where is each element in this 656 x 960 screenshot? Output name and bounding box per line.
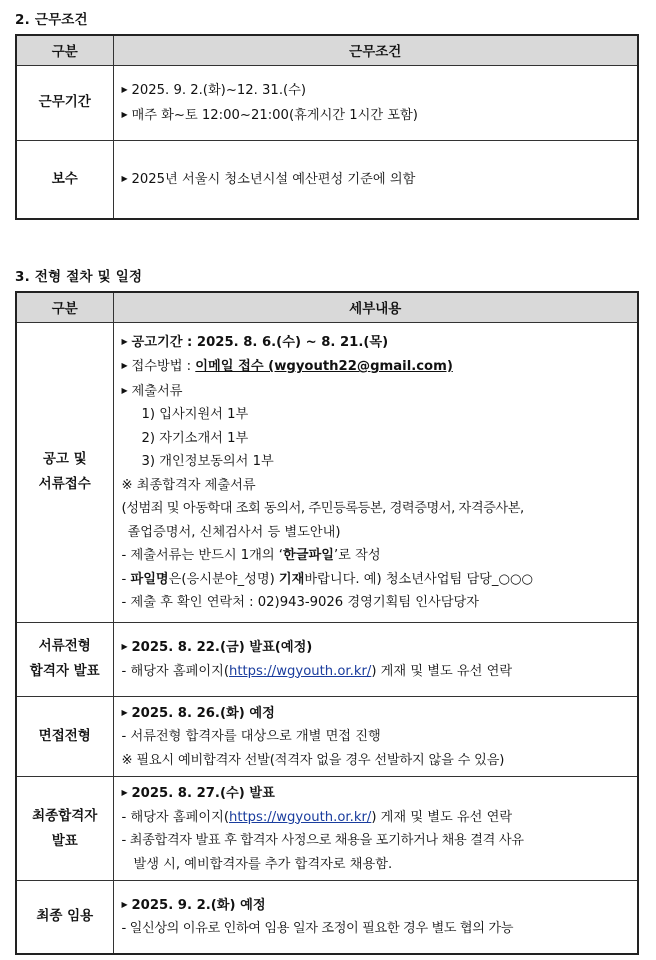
header-conditions: 근무조건 bbox=[113, 35, 638, 65]
header-category: 구분 bbox=[16, 35, 113, 65]
row-label-announcement bbox=[16, 322, 113, 622]
row-label-work-period: 근무기간 bbox=[16, 65, 113, 140]
work-period-dates: 2025. 9. 2.(화)~12. 31.(수) bbox=[131, 83, 307, 98]
row-label-document-results bbox=[16, 622, 113, 696]
triangle-right-icon: ▶ bbox=[121, 788, 128, 797]
triangle-right-icon: ▶ bbox=[121, 174, 128, 183]
note-text: 바랍니다. 예) 청소년사업팀 담당_○○○ bbox=[304, 571, 534, 587]
appointment-line: - 일신상의 이유로 인하여 임용 일자 조정이 필요한 경우 별도 협의 가능 bbox=[121, 921, 514, 937]
work-conditions-table bbox=[15, 34, 639, 220]
label-line: 공고 및 bbox=[42, 451, 87, 467]
row-label-pay: 보수 bbox=[16, 140, 113, 219]
note-hwp-file bbox=[122, 544, 630, 568]
final-results-date: 2025. 8. 27.(수) 발표 bbox=[131, 786, 275, 801]
note-text: ’로 작성 bbox=[333, 548, 381, 563]
document-results-content bbox=[113, 622, 638, 696]
table-row bbox=[16, 777, 638, 881]
work-period-content bbox=[113, 65, 638, 140]
triangle-right-icon: ▶ bbox=[121, 336, 128, 346]
document-results-date: 2025. 8. 22.(금) 발표(예정) bbox=[131, 640, 313, 655]
final-results-line: 발생 시, 예비합격자를 추가 합격자로 채용함. bbox=[133, 856, 393, 872]
triangle-right-icon: ▶ bbox=[121, 899, 128, 909]
note-text: ) 게재 및 별도 유선 연락 bbox=[371, 663, 513, 679]
homepage-link[interactable]: https://wgyouth.or.kr/ bbox=[228, 663, 372, 679]
interview-date: 2025. 8. 26.(화) 예정 bbox=[131, 705, 275, 721]
note-emphasis: 파일명 bbox=[130, 571, 169, 587]
triangle-right-icon: ▶ bbox=[121, 707, 128, 717]
announcement-period: 공고기간 : 2025. 8. 6.(수) ~ 8. 21.(목) bbox=[131, 334, 389, 350]
final-docs-title: ※ 최종합격자 제출서류 bbox=[121, 477, 256, 493]
note-text: ) 게재 및 별도 유선 연락 bbox=[371, 809, 513, 825]
label-line: 발표 bbox=[51, 832, 78, 849]
final-docs-line: (성범죄 및 아동학대 조회 동의서, 주민등록등본, 경력증명서, 자격증사본, bbox=[121, 501, 524, 516]
doc-item: 3) 개인정보동의서 1부 bbox=[141, 454, 274, 469]
doc-item: 1) 입사지원서 1부 bbox=[141, 407, 249, 422]
row-label-appointment: 최종 임용 bbox=[16, 881, 113, 954]
final-results-line: - 최종합격자 발표 후 합격자 사정으로 채용을 포기하거나 채용 결격 사유 bbox=[121, 833, 524, 848]
note-text: - 해당자 홈페이지( bbox=[121, 809, 229, 825]
triangle-right-icon: ▶ bbox=[121, 361, 128, 370]
note-filename bbox=[122, 568, 630, 592]
note-text: - 제출서류는 반드시 1개의 ‘ bbox=[121, 548, 283, 563]
note-text: - 해당자 홈페이지( bbox=[121, 663, 229, 679]
interview-content bbox=[113, 696, 638, 777]
header-details: 세부내용 bbox=[113, 292, 638, 322]
table-row bbox=[16, 881, 638, 954]
triangle-right-icon: ▶ bbox=[121, 109, 128, 119]
row-label-final-results bbox=[16, 777, 113, 881]
note-text: - bbox=[121, 571, 131, 587]
section-3-title: 3. 전형 절차 및 일정 bbox=[15, 269, 143, 285]
table-row bbox=[16, 622, 638, 696]
pay-text: 2025년 서울시 청소년시설 예산편성 기준에 의함 bbox=[131, 172, 416, 187]
appointment-date: 2025. 9. 2.(화) 예정 bbox=[131, 897, 266, 913]
pay-content bbox=[113, 140, 638, 219]
doc-item: 2) 자기소개서 1부 bbox=[141, 430, 249, 446]
table-row bbox=[16, 322, 638, 622]
header-category: 구분 bbox=[16, 292, 113, 322]
method-prefix: 접수방법 : bbox=[131, 359, 196, 374]
triangle-right-icon: ▶ bbox=[121, 85, 128, 94]
note-contact: - 제출 후 확인 연락처 : 02)943-9026 경영기획팀 인사담당자 bbox=[121, 595, 479, 610]
selection-schedule-table bbox=[15, 291, 639, 955]
triangle-right-icon: ▶ bbox=[121, 385, 128, 395]
table-row bbox=[16, 140, 638, 219]
announcement-content bbox=[113, 322, 638, 622]
label-line: 최종합격자 bbox=[32, 807, 98, 824]
final-docs-line: 졸업증명서, 신체검사서 등 별도안내) bbox=[127, 524, 341, 540]
row-label-interview: 면접전형 bbox=[16, 696, 113, 777]
interview-line: - 서류전형 합격자를 대상으로 개별 면접 진행 bbox=[121, 729, 381, 744]
label-line: 합격자 발표 bbox=[29, 663, 100, 679]
label-line: 서류전형 bbox=[38, 638, 91, 654]
note-emphasis: 기재 bbox=[278, 571, 305, 587]
triangle-right-icon: ▶ bbox=[121, 642, 128, 651]
docs-title: 제출서류 bbox=[131, 383, 183, 399]
label-line: 서류접수 bbox=[38, 476, 91, 492]
final-results-content bbox=[113, 777, 638, 881]
application-email[interactable]: 이메일 접수 (wgyouth22@gmail.com) bbox=[195, 359, 453, 374]
note-text: 은(응시분야_성명) bbox=[168, 571, 279, 587]
table-row bbox=[16, 65, 638, 140]
interview-line: ※ 필요시 예비합격자 선발(적격자 없을 경우 선발하지 않을 수 있음) bbox=[121, 752, 505, 768]
work-hours: 매주 화~토 12:00~21:00(휴게시간 1시간 포함) bbox=[131, 107, 418, 123]
table-row bbox=[16, 696, 638, 777]
appointment-content bbox=[113, 881, 638, 954]
note-emphasis: 한글파일 bbox=[283, 548, 334, 563]
section-2-title: 2. 근무조건 bbox=[15, 12, 88, 28]
homepage-link[interactable]: https://wgyouth.or.kr/ bbox=[228, 809, 372, 825]
